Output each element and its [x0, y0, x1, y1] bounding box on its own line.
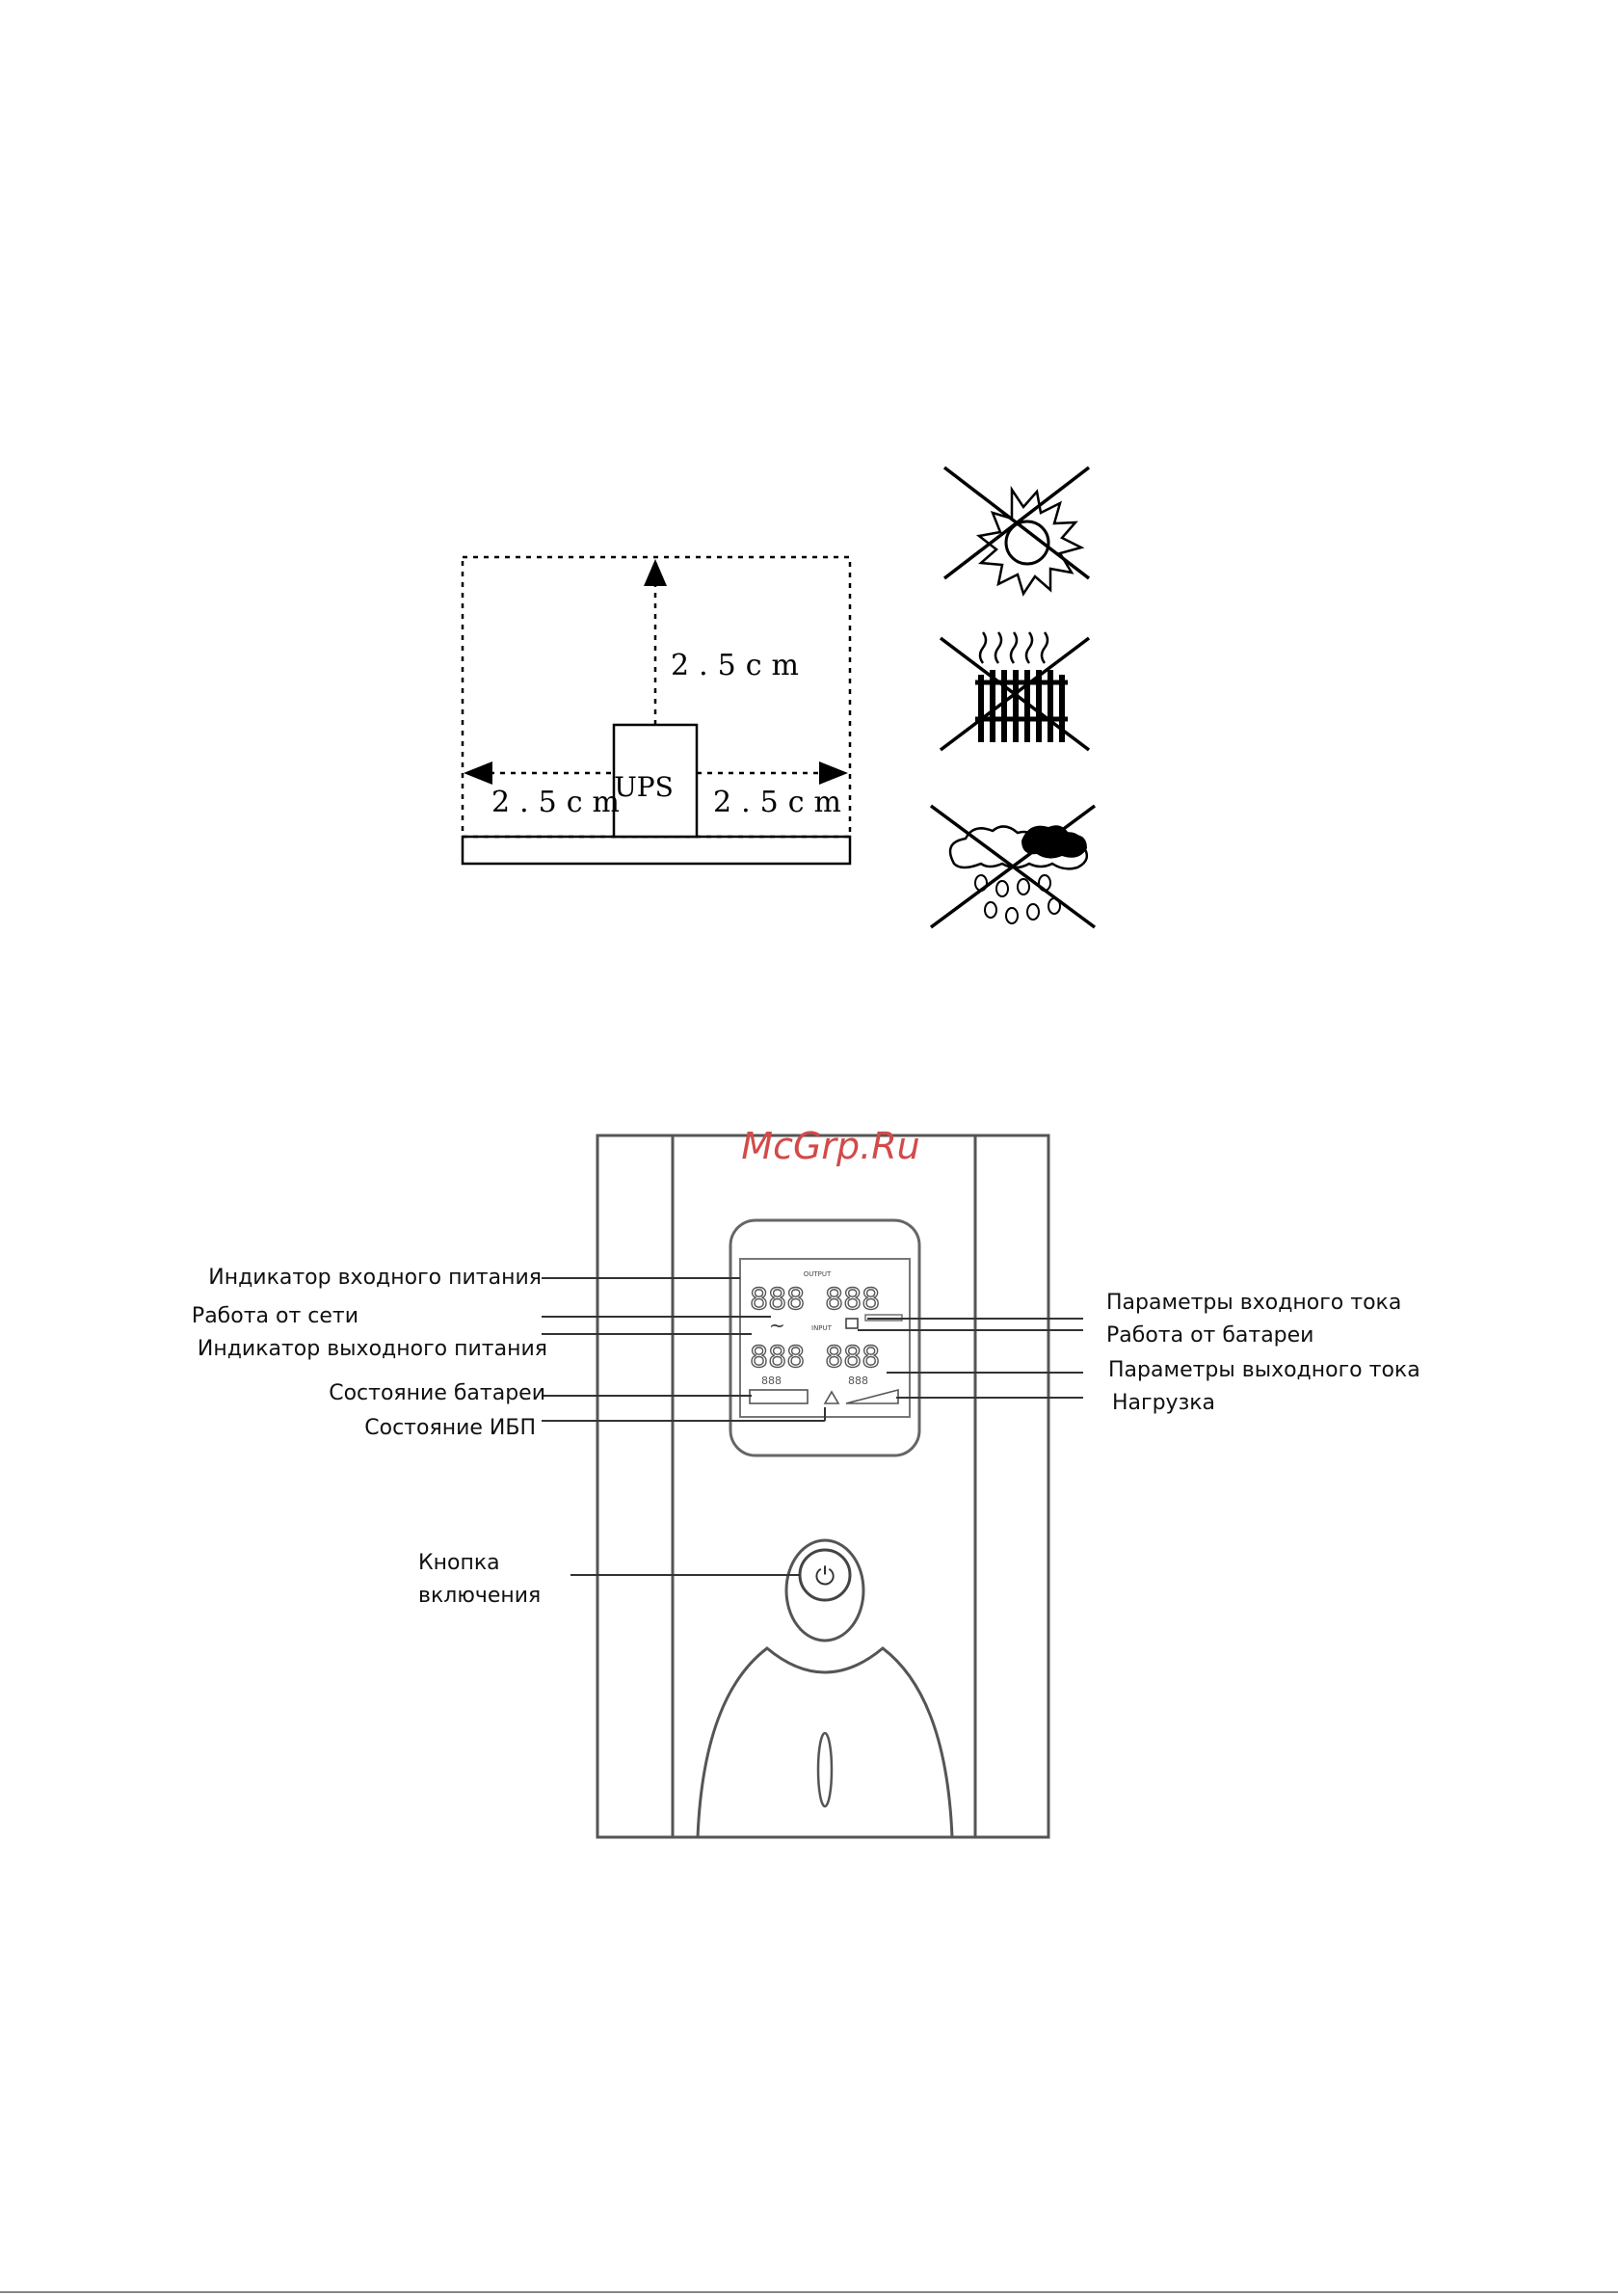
- top-arrow-head: [644, 559, 667, 586]
- lcd-output-tag: OUTPUT: [803, 1270, 832, 1278]
- right-arrow-head: [819, 761, 848, 785]
- clearance-diagram: [463, 557, 851, 864]
- power-icon: ⏻: [814, 1562, 836, 1591]
- right-labels: [1106, 1291, 1420, 1415]
- label-load: Нагрузка: [1112, 1391, 1216, 1415]
- label-output-params: Параметры выходного тока: [1108, 1358, 1420, 1382]
- label-output-indicator: Индикатор выходного питания: [197, 1337, 547, 1361]
- lcd-load-digits: 888: [848, 1375, 868, 1387]
- right-clearance-label: 2.5cm: [713, 786, 851, 819]
- lcd-digits-3: 888: [750, 1341, 806, 1375]
- label-input-params: Параметры входного тока: [1106, 1291, 1402, 1315]
- lcd-battery-digits: 888: [761, 1375, 782, 1387]
- left-arrow-head: [464, 761, 492, 785]
- label-button-line2: включения: [418, 1584, 542, 1608]
- label-ups-state: Состояние ИБП: [364, 1416, 536, 1440]
- lcd-digits-1: 888: [750, 1283, 806, 1317]
- lcd-digits-2: 888: [825, 1283, 881, 1317]
- no-sunlight-icon: [944, 467, 1089, 594]
- label-battery-mode: Работа от батареи: [1106, 1323, 1314, 1348]
- lcd-input-tag: INPUT: [811, 1324, 832, 1332]
- left-clearance-label: 2.5cm: [491, 786, 629, 819]
- lcd-mains-symbol: ~: [769, 1314, 785, 1337]
- floor-base: [463, 837, 850, 864]
- label-battery-state: Состояние батареи: [329, 1381, 545, 1405]
- label-mains-operation: Работа от сети: [191, 1304, 358, 1328]
- label-input-indicator: Индикатор входного питания: [208, 1266, 542, 1290]
- label-button-line1: Кнопка: [418, 1551, 500, 1575]
- top-clearance-label: 2.5cm: [671, 649, 809, 682]
- lcd-digits-4: 888: [825, 1341, 881, 1375]
- ups-front-panel: [597, 1125, 1048, 1837]
- watermark: McGrp.Ru: [741, 1125, 920, 1167]
- no-dust-moisture-icon: [931, 806, 1095, 927]
- ups-box-label: UPS: [614, 771, 674, 803]
- left-labels: [192, 1266, 547, 1608]
- no-heater-icon: [941, 632, 1089, 750]
